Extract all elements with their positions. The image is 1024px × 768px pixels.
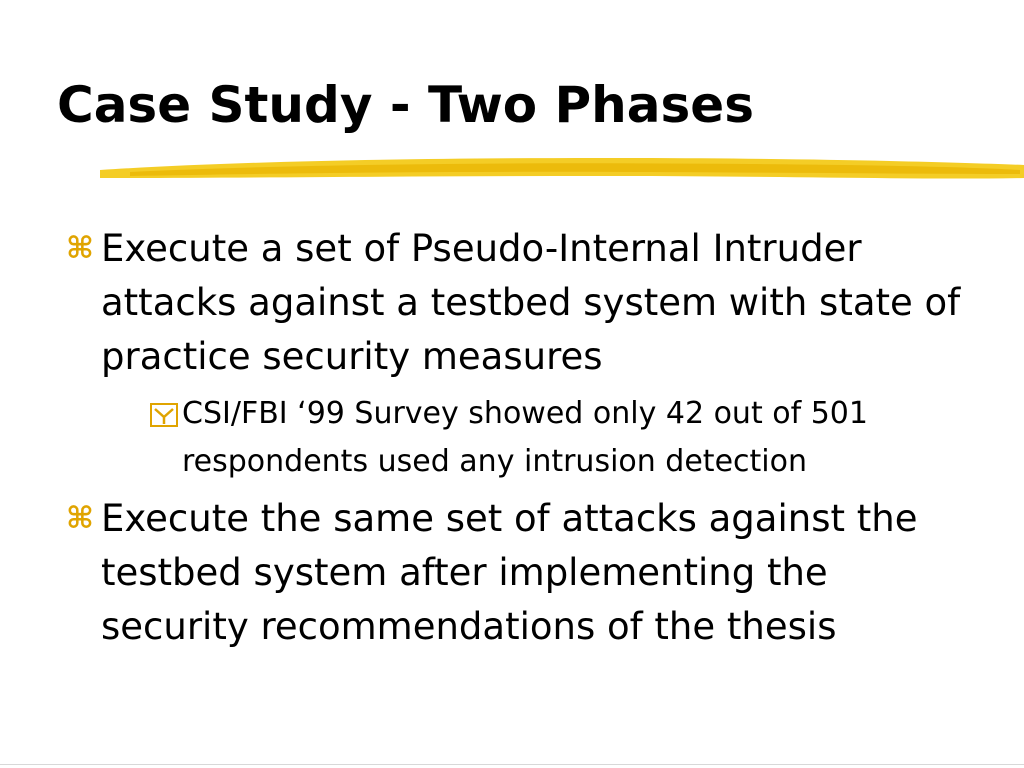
slide-title: Case Study - Two Phases (57, 76, 754, 134)
sub-bullet-item-survey (148, 390, 1004, 486)
z-bullet-icon: ⌘ (66, 501, 94, 536)
bullet-item-phase-two (64, 492, 1004, 654)
bullet-list (64, 222, 1004, 654)
bullet-text: Execute the same set of attacks against the testbed system after implementing the security recommendations of the thesis (101, 497, 918, 648)
z-bullet-icon: ⌘ (66, 231, 94, 266)
bottom-divider (0, 764, 1024, 765)
y-bullet-icon (150, 403, 178, 427)
bullet-item-phase-one (64, 222, 1004, 486)
sub-bullet-text: CSI/FBI ‘99 Survey showed only 42 out of 501 respondents used any intrusion detection (182, 396, 868, 479)
bullet-text: Execute a set of Pseudo-Internal Intruder attacks against a testbed system with state of practice security measures (101, 227, 961, 378)
title-underline-brushstroke (100, 150, 1024, 184)
